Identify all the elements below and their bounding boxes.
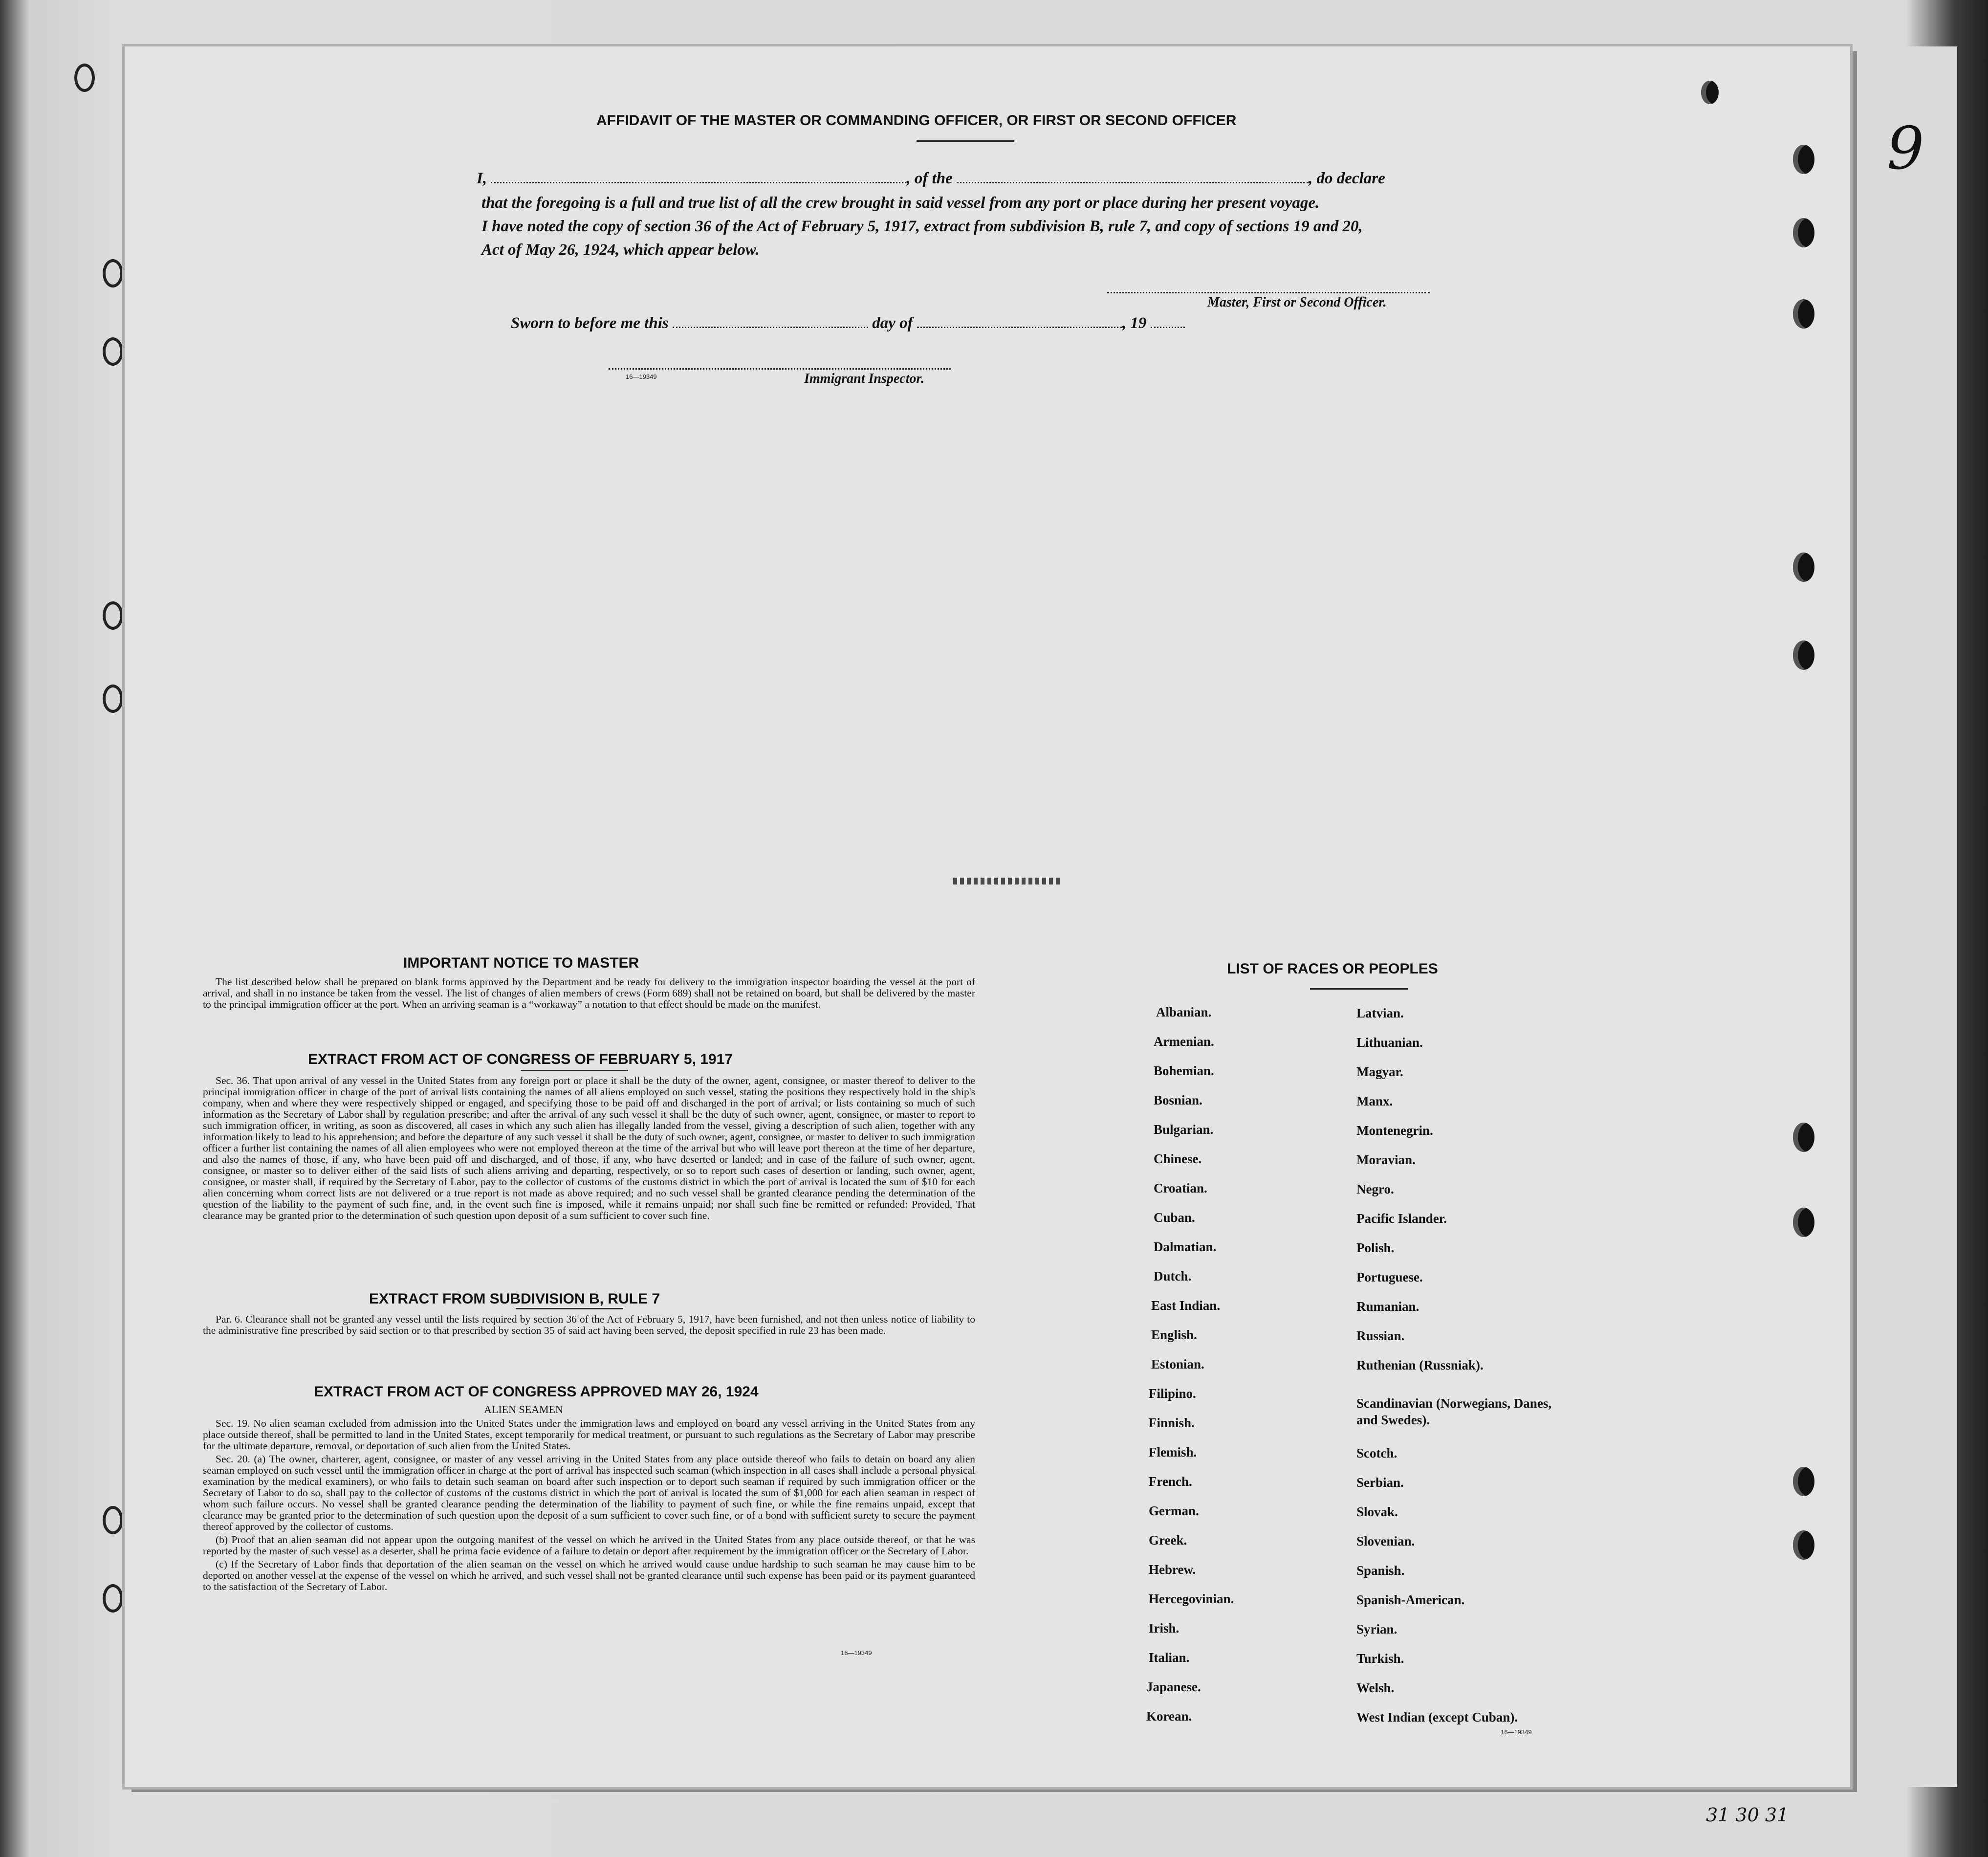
title-underline	[1310, 988, 1408, 990]
notice-paragraph: The list described below shall be prepared on blank forms approved by the Department and be ready for delivery to the immigration inspector boarding the vessel at the port of arrival, and shall in no instance be taken from the vessel. The list of changes of alien members of crews (Form 689) shall not be retained on board, but shall be delivered by the master to the principal immigration officer at the port. When an arriving seaman is a “workaway” a notation to that effect should be made on the manifest.	[203, 976, 975, 1010]
race-item: Estonian.	[1151, 1357, 1204, 1371]
binder-hole	[103, 337, 123, 366]
binder-hole	[1793, 1208, 1814, 1237]
race-item: Flemish.	[1149, 1445, 1197, 1459]
binder-hole	[103, 1584, 123, 1613]
declaration-do-declare: , do declare	[1309, 170, 1385, 187]
race-item: Scotch.	[1356, 1446, 1398, 1460]
race-item: Japanese.	[1146, 1680, 1201, 1694]
race-item: Korean.	[1146, 1709, 1192, 1724]
sworn-prefix: Sworn to before me this	[511, 314, 669, 332]
race-item: Croatian.	[1154, 1181, 1207, 1195]
alien-seamen-subtitle: ALIEN SEAMEN	[484, 1403, 563, 1415]
race-item: Armenian.	[1154, 1034, 1214, 1049]
declaration-line-2: that the foregoing is a full and true list of all the crew brought in said vessel from any port or place during her present voyage.	[481, 194, 1320, 212]
sworn-day-blank[interactable]	[673, 316, 868, 328]
race-item: Welsh.	[1356, 1680, 1395, 1695]
race-item: Rumanian.	[1356, 1299, 1420, 1314]
form-number: 16—19349	[1501, 1728, 1532, 1736]
notice-title: IMPORTANT NOTICE TO MASTER	[403, 955, 639, 971]
race-item: Greek.	[1149, 1533, 1187, 1548]
binder-hole	[1793, 218, 1814, 247]
binder-hole	[1793, 145, 1814, 174]
race-item: Magyar.	[1356, 1064, 1403, 1079]
handwritten-corner-note: 31 30 31	[1706, 1804, 1789, 1826]
section-20b: (b) Proof that an alien seaman did not appear upon the outgoing manifest of the vessel on which he arrived in the United States from any place outside thereof, or that he was reported by the master of such vessel as a deserter, shall be prima facie evidence of a failure to detain or deport after requirement by the immigration officer or the Secretary of Labor.	[203, 1534, 975, 1557]
binder-hole	[74, 64, 95, 92]
race-item: Latvian.	[1356, 1006, 1404, 1020]
binder-hole	[103, 1506, 123, 1534]
vessel-blank[interactable]	[957, 171, 1309, 183]
inspector-label: Immigrant Inspector.	[804, 371, 924, 386]
declaration-line-3: I have noted the copy of section 36 of the Act of February 5, 1917, extract from subdivision B, rule 7, and copy of sections 19 and 20,	[481, 218, 1363, 235]
title-underline	[917, 140, 1014, 142]
race-item: Albanian.	[1156, 1005, 1212, 1019]
race-item: Montenegrin.	[1356, 1123, 1433, 1138]
race-item: Slovak.	[1356, 1504, 1398, 1519]
race-item: Turkish.	[1356, 1651, 1404, 1666]
race-item: Serbian.	[1356, 1475, 1404, 1490]
title-underline	[521, 1070, 628, 1071]
sworn-line	[511, 314, 1185, 332]
declaration-of-the: , of the	[906, 170, 953, 187]
race-item: Bosnian.	[1154, 1093, 1202, 1107]
race-item: Filipino.	[1149, 1386, 1196, 1401]
sworn-day-of: day of	[872, 314, 913, 332]
race-item: Manx.	[1356, 1094, 1393, 1108]
paragraph-6: Par. 6. Clearance shall not be granted any vessel until the lists required by section 36 of the Act of February 5, 1917, have been furnished, and not then unless notice of liability to the administrative fine prescribed by said section or to that prescribed by section 35 of said act having been served, the deposit specified in rule 23 has been made.	[203, 1313, 975, 1336]
extract-1917-body	[203, 1075, 975, 1223]
binder-hole	[1793, 299, 1814, 329]
form-number: 16—19349	[841, 1649, 872, 1657]
race-item: Hercegovinian.	[1149, 1592, 1234, 1606]
race-item: Hebrew.	[1149, 1562, 1196, 1577]
inspector-signature-blank[interactable]	[609, 357, 951, 370]
race-item: Dalmatian.	[1154, 1239, 1217, 1254]
extract-1924-body	[203, 1418, 975, 1594]
race-item: Spanish-American.	[1356, 1592, 1465, 1607]
rule7-title: EXTRACT FROM SUBDIVISION B, RULE 7	[369, 1291, 660, 1307]
races-title: LIST OF RACES OR PEOPLES	[1227, 961, 1438, 977]
binder-hole	[1793, 1530, 1814, 1560]
race-item: French.	[1149, 1474, 1192, 1489]
affidavit-title: AFFIDAVIT OF THE MASTER OR COMMANDING OFFICER, OR FIRST OR SECOND OFFICER	[596, 112, 1237, 129]
sworn-year-blank[interactable]	[1151, 316, 1185, 328]
declaration-line-1	[477, 170, 1385, 188]
notice-body	[203, 976, 975, 1012]
race-item: Ruthenian (Russniak).	[1356, 1358, 1484, 1372]
binder-hole	[103, 259, 123, 287]
race-item: Moravian.	[1356, 1152, 1416, 1167]
race-item: West Indian (except Cuban).	[1356, 1710, 1518, 1724]
document-sheet	[125, 46, 1850, 1787]
race-item: Italian.	[1149, 1650, 1190, 1665]
binder-hole	[1793, 553, 1814, 582]
race-item: Portuguese.	[1356, 1270, 1423, 1284]
name-blank[interactable]	[491, 171, 906, 183]
declaration-line-4: Act of May 26, 1924, which appear below.	[481, 241, 760, 259]
binder-hole	[1701, 81, 1719, 104]
ink-smudge	[953, 878, 1061, 884]
binder-hole	[103, 685, 123, 713]
section-20c: (c) If the Secretary of Labor finds that deportation of the alien seaman on the vessel on which he arrived would cause undue hardship to such seaman he may cause him to be deported on another vessel at the expense of the vessel on which he arrived, and such vessel shall not be granted clearance until such expense has been paid or its payment guaranteed to the satisfaction of the Secretary of Labor.	[203, 1558, 975, 1592]
race-item: Irish.	[1149, 1621, 1180, 1636]
extract-1924-title: EXTRACT FROM ACT OF CONGRESS APPROVED MAY 26, 1924	[314, 1384, 759, 1400]
master-signature-label: Master, First or Second Officer.	[1207, 295, 1387, 310]
race-item: English.	[1151, 1327, 1197, 1342]
section-19: Sec. 19. No alien seaman excluded from admission into the United States under the immigration laws and employed on board any vessel arriving in the United States from any place outside thereof, shall be permitted to land in the United States, except temporarily for medical treatment, or pursuant to such regulations as the Secretary of Labor may prescribe for the ultimate departure, removal, or deportation of such alien from the United States.	[203, 1417, 975, 1452]
section-20a: Sec. 20. (a) The owner, charterer, agent, consignee, or master of any vessel arriving in the United States from any place outside thereof who fails to detain on board any alien seaman employed on such vessel until the immigration officer in charge at the port of arrival has inspected such seaman (which inspection in all cases shall include a personal physical examination by the medical examiners), or who fails to detain such seaman on board after such inspection or to deport such seaman if required by such immigration officer or the Secretary of Labor to do so, shall pay to the collector of customs of the customs district in which the port of arrival is located the sum of $1,000 for each alien seaman in respect of whom such failure occurs. No vessel shall be granted clearance pending the determination of the liability to payment of such fine, or while the fine remains unpaid, except that clearance may be granted prior to the determination of such question upon the deposit of a sum sufficient to cover such fine, or of a bond with sufficient surety to secure the payment thereof approved by the collector of customs.	[203, 1453, 975, 1532]
race-item: Polish.	[1356, 1240, 1395, 1255]
race-item: Finnish.	[1149, 1415, 1195, 1430]
race-item: Scandinavian (Norwegians, Danes, and Swedes).	[1356, 1396, 1552, 1427]
binder-hole	[1793, 641, 1814, 670]
form-number: 16—19349	[626, 373, 657, 380]
race-item: Negro.	[1356, 1182, 1394, 1196]
race-item: Russian.	[1356, 1328, 1405, 1343]
handwritten-page-number: 9	[1887, 115, 1924, 183]
race-item: Chinese.	[1154, 1151, 1202, 1166]
title-underline	[516, 1308, 623, 1309]
race-item: Cuban.	[1154, 1210, 1195, 1225]
declaration-i: I,	[477, 170, 487, 187]
master-signature-blank[interactable]	[1107, 281, 1430, 293]
binder-hole	[1793, 1467, 1814, 1496]
race-item: East Indian.	[1151, 1298, 1221, 1313]
sworn-month-blank[interactable]	[917, 316, 1122, 328]
binder-hole	[103, 601, 123, 630]
extract-1917-title: EXTRACT FROM ACT OF CONGRESS OF FEBRUARY 5, 1917	[308, 1051, 733, 1067]
race-item: Dutch.	[1154, 1269, 1192, 1283]
race-item: Lithuanian.	[1356, 1035, 1423, 1050]
binder-hole	[1793, 1123, 1814, 1152]
race-item: Slovenian.	[1356, 1534, 1415, 1548]
race-item: Syrian.	[1356, 1622, 1398, 1636]
section-36: Sec. 36. That upon arrival of any vessel in the United States from any foreign port or place it shall be the duty of the owner, agent, consignee, or master thereof to deliver to the principal immigration officer in charge of the port of arrival lists containing the names of all aliens employed on such vessel, stating the positions they respectively hold in the ship's company, when and where they were respectively shipped or engaged, and specifying those to be paid off and discharged in the port of arrival; or lists containing so much of such information as the Secretary of Labor shall by regulation prescribe; and after the arrival of any such vessel it shall be the duty of such owner, agent, consignee, or master to report to such immigration officer, in writing, as soon as discovered, all cases in which any such alien has illegally landed from the vessel, giving a description of such alien, together with any information likely to lead to his apprehension; and before the departure of any such vessel it shall be the duty of such owner, agent, consignee, or master to deliver to such immigration officer a further list containing the names of all alien employees who were not employed thereon at the time of the arrival but who will leave port thereon at the time of her departure, and also the names of those, if any, who have been paid off and discharged, and of those, if any, who have deserted or landed; and in case of the failure of such owner, agent, consignee, or master so to deliver either of the said lists of such aliens arriving and departing, respectively, or so to report such cases of desertion or landing, such owner, agent, consignee, or master shall, if required by the Secretary of Labor, pay to the collector of customs of the customs district in which the port of arrival is located the sum of $10 for each alien concerning whom correct lists are not delivered or a true report is not made as above required; and no such vessel shall be granted clearance pending the determination of the question of the liability to the payment of such fine, and, in the event such fine is imposed, while it remains unpaid; nor shall such fine be remitted or refunded: Provided, That clearance may be granted prior to the determination of such question upon deposit of a sum sufficient to cover such fine.	[203, 1075, 975, 1221]
sworn-year: , 19	[1122, 314, 1147, 332]
race-item: Spanish.	[1356, 1563, 1405, 1578]
race-item: Pacific Islander.	[1356, 1211, 1447, 1226]
race-item: Bohemian.	[1154, 1063, 1214, 1078]
race-item: German.	[1149, 1503, 1199, 1518]
race-item: Bulgarian.	[1154, 1122, 1214, 1137]
rule7-body	[203, 1314, 975, 1338]
